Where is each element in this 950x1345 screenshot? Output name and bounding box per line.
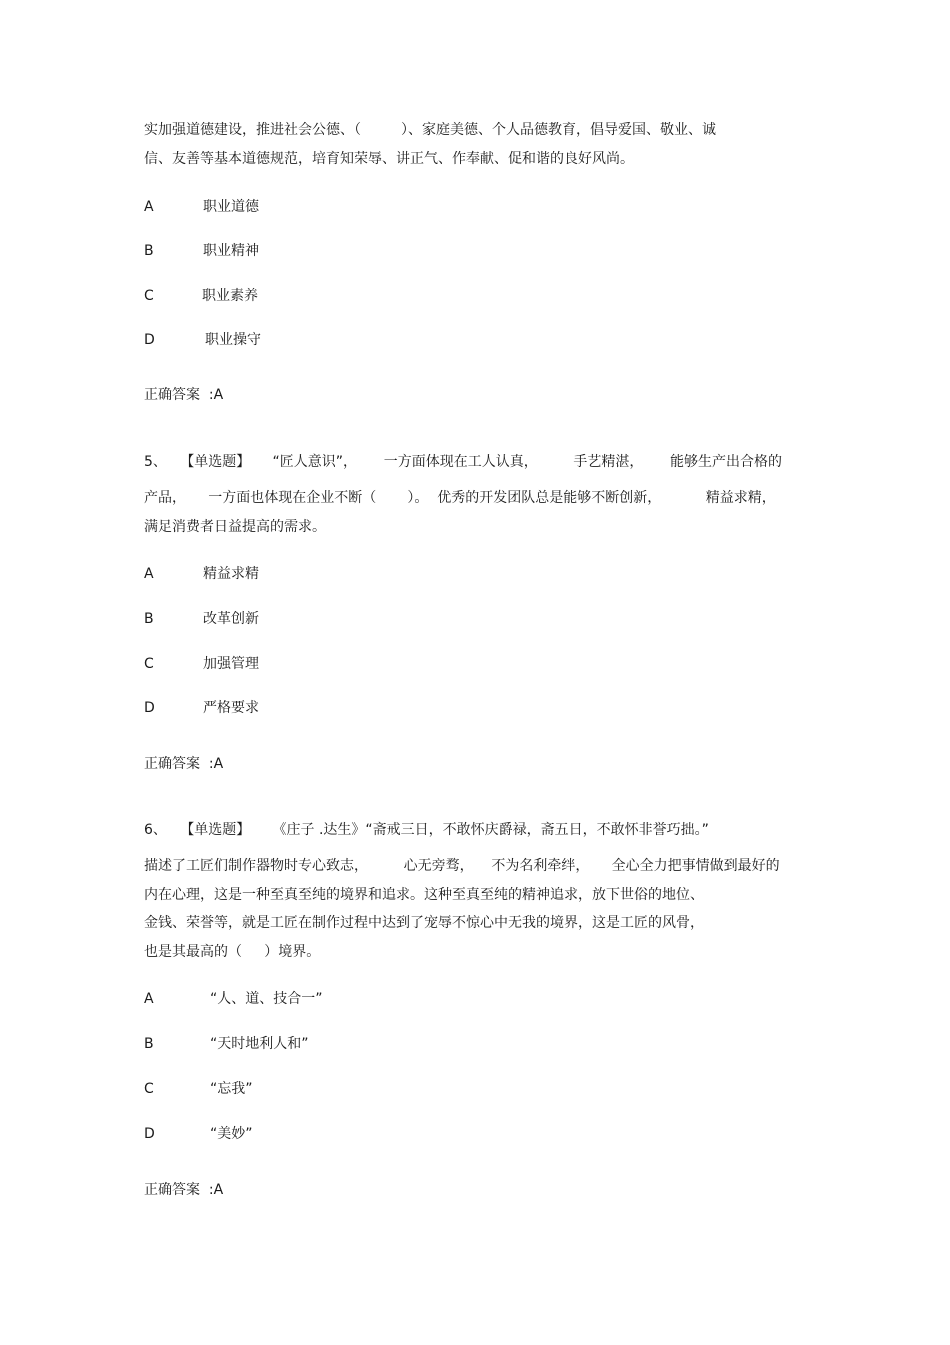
question-6-option-b-text: “天时地利人和” [210, 1036, 309, 1052]
question-5-stem-line-2: 产品， 一方面也体现在企业不断（ ）。 优秀的开发团队总是能够不断创新， 精益求精， [144, 490, 776, 506]
question-4-option-c-letter: C [144, 288, 154, 304]
question-6-answer: 正确答案 :A [144, 1182, 224, 1198]
question-5-answer: 正确答案 :A [144, 756, 224, 772]
question-6-stem-line-5: 也是其最高的（ ）境界。 [144, 944, 321, 960]
question-6-option-c-text: “忘我” [210, 1081, 253, 1097]
question-4-option-d-letter: D [144, 332, 155, 348]
question-4-option-b-text: 职业精神 [203, 243, 259, 259]
question-6-stem-line-2: 描述了工匠们制作器物时专心致志， 心无旁骛， 不为名利牵绊， 全心全力把事情做到最好的 [144, 858, 780, 874]
question-4-option-a-text: 职业道德 [203, 199, 259, 215]
question-6-option-d-letter: D [144, 1126, 155, 1142]
question-4-answer: 正确答案 :A [144, 387, 224, 403]
question-4-stem-line-1: 实加强道德建设，推进社会公德、（ ）、家庭美德、个人品德教育，倡导爱国、敬业、诚 [144, 122, 717, 138]
question-5-option-b-letter: B [144, 611, 154, 627]
question-6-option-c-letter: C [144, 1081, 154, 1097]
question-6-stem-line-3: 内在心理，这是一种至真至纯的境界和追求。这种至真至纯的精神追求，放下世俗的地位、 [144, 887, 704, 903]
question-6-stem-line-4: 金钱、荣誉等，就是工匠在制作过程中达到了宠辱不惊心中无我的境界，这是工匠的风骨， [144, 915, 704, 931]
question-6-stem-line-1: 6、 【单选题】 《庄子 .达生》“斋戒三日，不敢怀庆爵禄，斋五日，不敢怀非誉巧拙。” [144, 822, 709, 838]
question-5-stem-line-1: 5、 【单选题】 “匠人意识”， 一方面体现在工人认真， 手艺精湛， 能够生产出合格的 [144, 454, 783, 470]
question-4-stem-line-2: 信、友善等基本道德规范，培育知荣辱、讲正气、作奉献、促和谐的良好风尚。 [144, 151, 634, 167]
question-5-option-d-letter: D [144, 700, 155, 716]
question-4-option-a-letter: A [144, 199, 154, 215]
question-5-option-a-text: 精益求精 [203, 566, 259, 582]
question-5-option-a-letter: A [144, 566, 154, 582]
question-5-stem-line-3: 满足消费者日益提高的需求。 [144, 519, 326, 535]
question-6-option-a-letter: A [144, 991, 154, 1007]
question-5-option-b-text: 改革创新 [203, 611, 259, 627]
question-5-option-d-text: 严格要求 [203, 700, 259, 716]
question-5-option-c-letter: C [144, 656, 154, 672]
question-5-option-c-text: 加强管理 [203, 656, 259, 672]
question-6-option-b-letter: B [144, 1036, 154, 1052]
question-4-option-d-text: 职业操守 [205, 332, 261, 348]
question-6-option-d-text: “美妙” [210, 1126, 253, 1142]
question-4-option-b-letter: B [144, 243, 154, 259]
question-4-option-c-text: 职业素养 [202, 288, 258, 304]
question-6-option-a-text: “人、道、技合一” [210, 991, 323, 1007]
